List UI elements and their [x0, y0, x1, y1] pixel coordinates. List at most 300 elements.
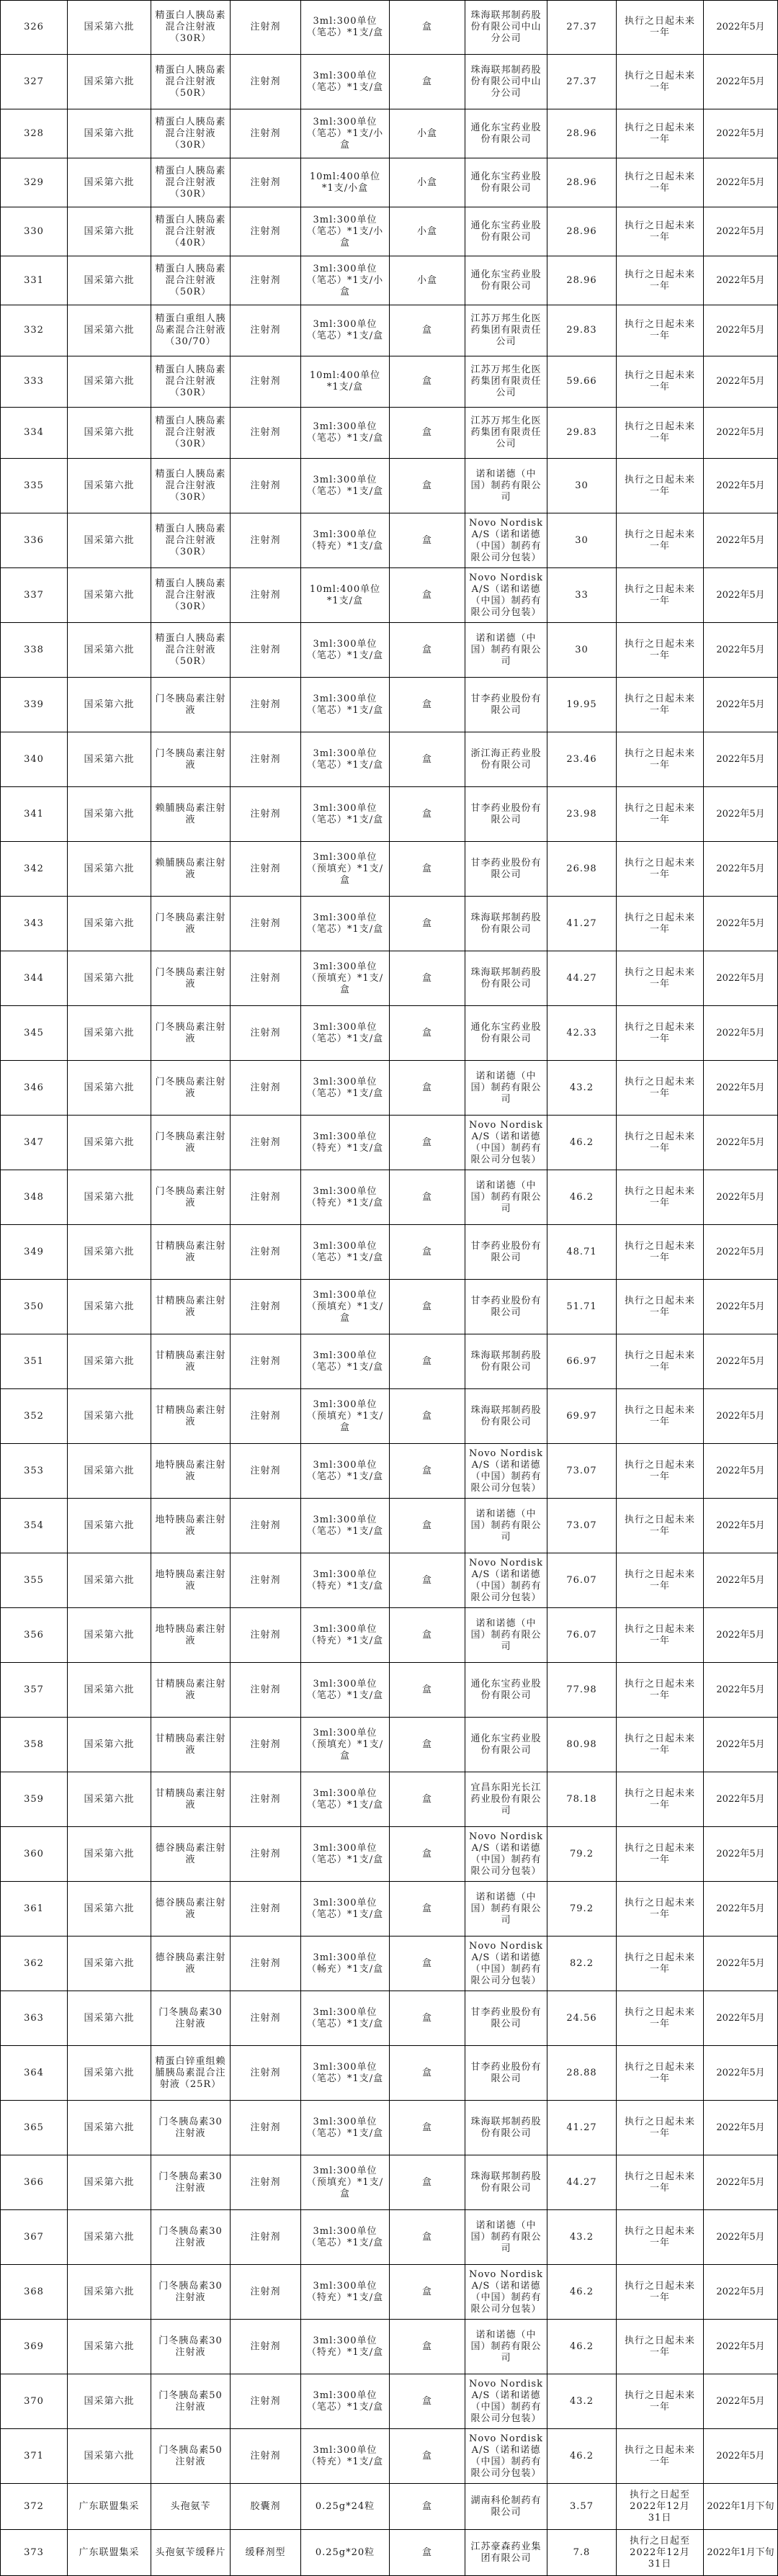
- cell-number: 346: [0, 1061, 68, 1116]
- cell-date: 2022年5月: [704, 1827, 778, 1882]
- cell-spec: 3ml:300单位（笔芯）*1支/小盒: [301, 207, 390, 256]
- table-row: [0, 1827, 778, 1882]
- cell-date: 2022年5月: [704, 158, 778, 207]
- cell-price: 46.2: [547, 2429, 617, 2484]
- cell-price: 30: [547, 623, 617, 678]
- cell-number: 345: [0, 1006, 68, 1061]
- cell-date: 2022年5月: [704, 732, 778, 787]
- cell-number: 351: [0, 1334, 68, 1389]
- table-row: [0, 678, 778, 732]
- cell-drug-name: 精蛋白人胰岛素混合注射液（50R）: [151, 55, 231, 109]
- cell-dosage-form: 注射剂: [231, 2429, 301, 2484]
- cell-batch: 国采第六批: [68, 1882, 151, 1937]
- cell-period: 执行之日起未来一年: [617, 1499, 704, 1553]
- cell-drug-name: 门冬胰岛素注射液: [151, 1061, 231, 1116]
- cell-dosage-form: 注射剂: [231, 1170, 301, 1225]
- cell-batch: 国采第六批: [68, 1499, 151, 1553]
- cell-price: 29.83: [547, 305, 617, 356]
- cell-batch: 国采第六批: [68, 1553, 151, 1608]
- cell-batch: 国采第六批: [68, 158, 151, 207]
- cell-date: 2022年5月: [704, 408, 778, 459]
- cell-drug-name: 甘精胰岛素注射液: [151, 1389, 231, 1444]
- cell-price: 28.96: [547, 158, 617, 207]
- cell-company: 甘李药业股份有限公司: [465, 1225, 547, 1280]
- cell-number: 373: [0, 2530, 68, 2576]
- cell-company: Novo Nordisk A/S（诺和诺德（中国）制药有限公司分包装）: [465, 1827, 547, 1882]
- cell-batch: 国采第六批: [68, 109, 151, 158]
- cell-spec: 0.25g*20粒: [301, 2530, 390, 2576]
- cell-date: 2022年5月: [704, 1116, 778, 1170]
- cell-drug-name: 甘精胰岛素注射液: [151, 1225, 231, 1280]
- table-row: [0, 1882, 778, 1937]
- cell-date: 2022年5月: [704, 1170, 778, 1225]
- cell-price: 80.98: [547, 1718, 617, 1772]
- cell-company: Novo Nordisk A/S（诺和诺德（中国）制药有限公司分包装）: [465, 2265, 547, 2320]
- cell-drug-name: 门冬胰岛素注射液: [151, 678, 231, 732]
- cell-number: 371: [0, 2429, 68, 2484]
- cell-period: 执行之日起未来一年: [617, 951, 704, 1006]
- cell-period: 执行之日起未来一年: [617, 1225, 704, 1280]
- cell-date: 2022年5月: [704, 1937, 778, 1991]
- cell-batch: 国采第六批: [68, 1389, 151, 1444]
- cell-period: 执行之日起未来一年: [617, 2429, 704, 2484]
- cell-batch: 国采第六批: [68, 1006, 151, 1061]
- cell-spec: 3ml:300单位（特充）*1支/盒: [301, 1170, 390, 1225]
- cell-batch: 国采第六批: [68, 408, 151, 459]
- table-row: [0, 951, 778, 1006]
- cell-number: 343: [0, 897, 68, 951]
- cell-period: 执行之日起未来一年: [617, 305, 704, 356]
- cell-company: 通化东宝药业股份有限公司: [465, 109, 547, 158]
- cell-dosage-form: 注射剂: [231, 1225, 301, 1280]
- cell-unit: 盒: [390, 2320, 465, 2374]
- cell-drug-name: 德谷胰岛素注射液: [151, 1937, 231, 1991]
- cell-batch: 国采第六批: [68, 732, 151, 787]
- cell-drug-name: 门冬胰岛素30注射液: [151, 2265, 231, 2320]
- cell-number: 363: [0, 1991, 68, 2046]
- cell-drug-name: 精蛋白人胰岛素混合注射液（30R）: [151, 408, 231, 459]
- cell-date: 2022年5月: [704, 2374, 778, 2429]
- cell-unit: 盒: [390, 1, 465, 55]
- cell-spec: 3ml:300单位（笔芯）*1支/盒: [301, 1772, 390, 1827]
- cell-dosage-form: 注射剂: [231, 408, 301, 459]
- cell-date: 2022年5月: [704, 787, 778, 842]
- cell-period: 执行之日起未来一年: [617, 256, 704, 305]
- cell-dosage-form: 注射剂: [231, 356, 301, 408]
- cell-price: 27.37: [547, 1, 617, 55]
- table-row: [0, 732, 778, 787]
- cell-date: 2022年5月: [704, 1006, 778, 1061]
- cell-unit: 小盒: [390, 207, 465, 256]
- cell-period: 执行之日起未来一年: [617, 1444, 704, 1499]
- cell-price: 28.96: [547, 207, 617, 256]
- cell-company: 诺和诺德（中国）制药有限公司: [465, 1608, 547, 1663]
- cell-batch: 国采第六批: [68, 1772, 151, 1827]
- cell-period: 执行之日起未来一年: [617, 1827, 704, 1882]
- cell-batch: 国采第六批: [68, 842, 151, 897]
- cell-price: 59.66: [547, 356, 617, 408]
- cell-drug-name: 精蛋白人胰岛素混合注射液（40R）: [151, 207, 231, 256]
- cell-price: 23.46: [547, 732, 617, 787]
- cell-number: 337: [0, 568, 68, 623]
- cell-dosage-form: 注射剂: [231, 897, 301, 951]
- table-row: [0, 305, 778, 356]
- table-row: [0, 787, 778, 842]
- cell-dosage-form: 注射剂: [231, 1280, 301, 1334]
- cell-price: 44.27: [547, 951, 617, 1006]
- cell-period: 执行之日起未来一年: [617, 1718, 704, 1772]
- cell-batch: 国采第六批: [68, 2374, 151, 2429]
- cell-company: 珠海联邦制药股份有限公司: [465, 2155, 547, 2210]
- cell-drug-name: 精蛋白人胰岛素混合注射液（50R）: [151, 256, 231, 305]
- cell-period: 执行之日起未来一年: [617, 158, 704, 207]
- cell-company: 诺和诺德（中国）制药有限公司: [465, 1170, 547, 1225]
- cell-batch: 广东联盟集采: [68, 2484, 151, 2530]
- cell-period: 执行之日起未来一年: [617, 109, 704, 158]
- cell-drug-name: 精蛋白人胰岛素混合注射液（30R）: [151, 513, 231, 568]
- cell-number: 338: [0, 623, 68, 678]
- cell-dosage-form: 注射剂: [231, 256, 301, 305]
- cell-price: 69.97: [547, 1389, 617, 1444]
- cell-price: 46.2: [547, 1116, 617, 1170]
- cell-period: 执行之日起未来一年: [617, 2155, 704, 2210]
- cell-batch: 国采第六批: [68, 1170, 151, 1225]
- cell-number: 352: [0, 1389, 68, 1444]
- cell-dosage-form: 注射剂: [231, 1882, 301, 1937]
- cell-date: 2022年5月: [704, 1553, 778, 1608]
- cell-price: 41.27: [547, 2101, 617, 2155]
- cell-company: 诺和诺德（中国）制药有限公司: [465, 2320, 547, 2374]
- cell-price: 19.95: [547, 678, 617, 732]
- cell-company: 珠海联邦制药股份有限公司中山分公司: [465, 55, 547, 109]
- cell-number: 328: [0, 109, 68, 158]
- table-row: [0, 1663, 778, 1718]
- cell-period: 执行之日起未来一年: [617, 207, 704, 256]
- cell-spec: 10ml:400单位*1支/小盒: [301, 158, 390, 207]
- cell-period: 执行之日起未来一年: [617, 1, 704, 55]
- cell-batch: 国采第六批: [68, 55, 151, 109]
- cell-date: 2022年5月: [704, 2046, 778, 2101]
- cell-period: 执行之日起未来一年: [617, 1006, 704, 1061]
- cell-batch: 国采第六批: [68, 1444, 151, 1499]
- cell-number: 364: [0, 2046, 68, 2101]
- cell-number: 335: [0, 459, 68, 513]
- cell-company: Novo Nordisk A/S（诺和诺德（中国）制药有限公司分包装）: [465, 1553, 547, 1608]
- cell-unit: 盒: [390, 1718, 465, 1772]
- cell-drug-name: 门冬胰岛素注射液: [151, 732, 231, 787]
- cell-period: 执行之日起未来一年: [617, 623, 704, 678]
- cell-period: 执行之日起未来一年: [617, 513, 704, 568]
- cell-price: 26.98: [547, 842, 617, 897]
- table-row: [0, 1061, 778, 1116]
- cell-drug-name: 门冬胰岛素30注射液: [151, 2320, 231, 2374]
- cell-drug-name: 甘精胰岛素注射液: [151, 1772, 231, 1827]
- cell-date: 2022年5月: [704, 1608, 778, 1663]
- cell-batch: 国采第六批: [68, 1280, 151, 1334]
- cell-spec: 3ml:300单位（笔芯）*1支/盒: [301, 1, 390, 55]
- cell-company: 诺和诺德（中国）制药有限公司: [465, 623, 547, 678]
- cell-date: 2022年5月: [704, 1389, 778, 1444]
- cell-date: 2022年5月: [704, 2429, 778, 2484]
- cell-unit: 盒: [390, 305, 465, 356]
- cell-date: 2022年5月: [704, 1718, 778, 1772]
- cell-drug-name: 头孢氨苄: [151, 2484, 231, 2530]
- cell-spec: 3ml:300单位（预填充）*1支/盒: [301, 1718, 390, 1772]
- cell-unit: 盒: [390, 459, 465, 513]
- cell-dosage-form: 注射剂: [231, 1444, 301, 1499]
- cell-batch: 国采第六批: [68, 1937, 151, 1991]
- cell-period: 执行之日起未来一年: [617, 678, 704, 732]
- cell-number: 370: [0, 2374, 68, 2429]
- cell-period: 执行之日起未来一年: [617, 787, 704, 842]
- cell-number: 349: [0, 1225, 68, 1280]
- cell-unit: 盒: [390, 55, 465, 109]
- table-row: [0, 1553, 778, 1608]
- cell-price: 3.57: [547, 2484, 617, 2530]
- cell-spec: 3ml:300单位（笔芯）*1支/小盒: [301, 109, 390, 158]
- cell-drug-name: 德谷胰岛素注射液: [151, 1882, 231, 1937]
- cell-spec: 3ml:300单位（笔芯）*1支/盒: [301, 1991, 390, 2046]
- cell-number: 350: [0, 1280, 68, 1334]
- cell-price: 42.33: [547, 1006, 617, 1061]
- cell-dosage-form: 注射剂: [231, 109, 301, 158]
- cell-price: 24.56: [547, 1991, 617, 2046]
- cell-period: 执行之日起未来一年: [617, 1280, 704, 1334]
- cell-batch: 广东联盟集采: [68, 2530, 151, 2576]
- cell-date: 2022年5月: [704, 623, 778, 678]
- cell-date: 2022年5月: [704, 1225, 778, 1280]
- cell-price: 73.07: [547, 1444, 617, 1499]
- cell-dosage-form: 注射剂: [231, 207, 301, 256]
- cell-price: 23.98: [547, 787, 617, 842]
- cell-dosage-form: 注射剂: [231, 513, 301, 568]
- cell-price: 46.2: [547, 2320, 617, 2374]
- cell-unit: 盒: [390, 2210, 465, 2265]
- table-row: [0, 1937, 778, 1991]
- cell-period: 执行之日起至2022年12月31日: [617, 2530, 704, 2576]
- cell-dosage-form: 注射剂: [231, 951, 301, 1006]
- cell-company: 珠海联邦制药股份有限公司: [465, 1334, 547, 1389]
- cell-date: 2022年1月下旬: [704, 2484, 778, 2530]
- cell-spec: 3ml:300单位（笔芯）*1支/盒: [301, 2046, 390, 2101]
- cell-dosage-form: 注射剂: [231, 1006, 301, 1061]
- cell-drug-name: 精蛋白人胰岛素混合注射液（30R）: [151, 459, 231, 513]
- cell-period: 执行之日起未来一年: [617, 2101, 704, 2155]
- table-row: [0, 109, 778, 158]
- cell-price: 43.2: [547, 2374, 617, 2429]
- table-row: [0, 207, 778, 256]
- cell-unit: 盒: [390, 842, 465, 897]
- cell-spec: 3ml:300单位（笔芯）*1支/盒: [301, 1444, 390, 1499]
- cell-unit: 盒: [390, 1061, 465, 1116]
- cell-price: 28.96: [547, 109, 617, 158]
- cell-spec: 3ml:300单位（预填充）*1支/盒: [301, 2155, 390, 2210]
- cell-dosage-form: 注射剂: [231, 55, 301, 109]
- table-row: [0, 623, 778, 678]
- cell-period: 执行之日起未来一年: [617, 1553, 704, 1608]
- cell-batch: 国采第六批: [68, 787, 151, 842]
- cell-batch: 国采第六批: [68, 2429, 151, 2484]
- table-row: [0, 2046, 778, 2101]
- cell-period: 执行之日起未来一年: [617, 408, 704, 459]
- cell-date: 2022年5月: [704, 2320, 778, 2374]
- cell-drug-name: 门冬胰岛素50注射液: [151, 2374, 231, 2429]
- cell-number: 348: [0, 1170, 68, 1225]
- cell-period: 执行之日起未来一年: [617, 1116, 704, 1170]
- cell-date: 2022年5月: [704, 568, 778, 623]
- cell-spec: 3ml:300单位（笔芯）*1支/小盒: [301, 256, 390, 305]
- cell-dosage-form: 胶囊剂: [231, 2484, 301, 2530]
- cell-batch: 国采第六批: [68, 1061, 151, 1116]
- cell-dosage-form: 注射剂: [231, 1334, 301, 1389]
- cell-batch: 国采第六批: [68, 1827, 151, 1882]
- cell-spec: 3ml:300单位（特充）*1支/盒: [301, 1608, 390, 1663]
- cell-date: 2022年5月: [704, 1, 778, 55]
- cell-date: 2022年5月: [704, 1663, 778, 1718]
- cell-period: 执行之日起未来一年: [617, 1389, 704, 1444]
- table-row: [0, 1280, 778, 1334]
- cell-price: 48.71: [547, 1225, 617, 1280]
- cell-spec: 0.25g*24粒: [301, 2484, 390, 2530]
- cell-drug-name: 地特胰岛素注射液: [151, 1499, 231, 1553]
- cell-company: 甘李药业股份有限公司: [465, 787, 547, 842]
- cell-batch: 国采第六批: [68, 256, 151, 305]
- cell-spec: 3ml:300单位（笔芯）*1支/盒: [301, 1882, 390, 1937]
- cell-dosage-form: 注射剂: [231, 1553, 301, 1608]
- cell-spec: 10ml:400单位*1支/盒: [301, 356, 390, 408]
- cell-batch: 国采第六批: [68, 513, 151, 568]
- cell-period: 执行之日起未来一年: [617, 1663, 704, 1718]
- table-row: [0, 513, 778, 568]
- cell-company: 诺和诺德（中国）制药有限公司: [465, 459, 547, 513]
- cell-spec: 3ml:300单位（笔芯）*1支/盒: [301, 408, 390, 459]
- cell-spec: 3ml:300单位（预填充）*1支/盒: [301, 951, 390, 1006]
- cell-dosage-form: 注射剂: [231, 1499, 301, 1553]
- cell-company: Novo Nordisk A/S（诺和诺德（中国）制药有限公司分包装）: [465, 513, 547, 568]
- cell-price: 27.37: [547, 55, 617, 109]
- cell-dosage-form: 注射剂: [231, 1663, 301, 1718]
- cell-company: 通化东宝药业股份有限公司: [465, 256, 547, 305]
- table-row: [0, 0, 778, 55]
- cell-price: 79.2: [547, 1827, 617, 1882]
- cell-number: 334: [0, 408, 68, 459]
- cell-drug-name: 甘精胰岛素注射液: [151, 1334, 231, 1389]
- cell-price: 41.27: [547, 897, 617, 951]
- cell-date: 2022年5月: [704, 55, 778, 109]
- cell-period: 执行之日起未来一年: [617, 1170, 704, 1225]
- cell-spec: 3ml:300单位（特充）*1支/盒: [301, 513, 390, 568]
- cell-unit: 盒: [390, 1225, 465, 1280]
- cell-date: 2022年5月: [704, 109, 778, 158]
- cell-number: 372: [0, 2484, 68, 2530]
- cell-unit: 盒: [390, 2429, 465, 2484]
- cell-unit: 盒: [390, 1389, 465, 1444]
- cell-company: 通化东宝药业股份有限公司: [465, 1718, 547, 1772]
- cell-drug-name: 甘精胰岛素注射液: [151, 1663, 231, 1718]
- cell-unit: 盒: [390, 2265, 465, 2320]
- cell-dosage-form: 注射剂: [231, 1116, 301, 1170]
- cell-dosage-form: 注射剂: [231, 1608, 301, 1663]
- cell-company: Novo Nordisk A/S（诺和诺德（中国）制药有限公司分包装）: [465, 568, 547, 623]
- cell-company: 甘李药业股份有限公司: [465, 842, 547, 897]
- cell-date: 2022年5月: [704, 459, 778, 513]
- table-row: [0, 1718, 778, 1772]
- cell-drug-name: 德谷胰岛素注射液: [151, 1827, 231, 1882]
- cell-batch: 国采第六批: [68, 2320, 151, 2374]
- cell-price: 7.8: [547, 2530, 617, 2576]
- cell-drug-name: 门冬胰岛素注射液: [151, 897, 231, 951]
- cell-drug-name: 赖脯胰岛素注射液: [151, 842, 231, 897]
- cell-number: 333: [0, 356, 68, 408]
- cell-unit: 盒: [390, 1499, 465, 1553]
- cell-period: 执行之日起未来一年: [617, 459, 704, 513]
- table-row: [0, 1608, 778, 1663]
- cell-spec: 3ml:300单位（预填充）*1支/盒: [301, 1389, 390, 1444]
- table-row: [0, 1116, 778, 1170]
- cell-drug-name: 门冬胰岛素注射液: [151, 1116, 231, 1170]
- cell-batch: 国采第六批: [68, 2046, 151, 2101]
- cell-batch: 国采第六批: [68, 1116, 151, 1170]
- cell-spec: 3ml:300单位（笔芯）*1支/盒: [301, 1663, 390, 1718]
- table-row: [0, 1772, 778, 1827]
- cell-unit: 盒: [390, 1553, 465, 1608]
- cell-date: 2022年5月: [704, 678, 778, 732]
- cell-spec: 3ml:300单位（笔芯）*1支/盒: [301, 897, 390, 951]
- cell-unit: 盒: [390, 1334, 465, 1389]
- cell-dosage-form: 注射剂: [231, 568, 301, 623]
- cell-unit: 小盒: [390, 158, 465, 207]
- cell-number: 336: [0, 513, 68, 568]
- cell-dosage-form: 注射剂: [231, 158, 301, 207]
- cell-date: 2022年5月: [704, 1772, 778, 1827]
- cell-spec: 3ml:300单位（特充）*1支/盒: [301, 1553, 390, 1608]
- cell-company: 珠海联邦制药股份有限公司: [465, 897, 547, 951]
- cell-unit: 盒: [390, 897, 465, 951]
- cell-period: 执行之日起至2022年12月31日: [617, 2484, 704, 2530]
- cell-price: 33: [547, 568, 617, 623]
- cell-spec: 3ml:300单位（笔芯）*1支/盒: [301, 678, 390, 732]
- cell-dosage-form: 注射剂: [231, 787, 301, 842]
- cell-drug-name: 甘精胰岛素注射液: [151, 1280, 231, 1334]
- cell-batch: 国采第六批: [68, 951, 151, 1006]
- cell-dosage-form: 注射剂: [231, 2046, 301, 2101]
- cell-period: 执行之日起未来一年: [617, 1772, 704, 1827]
- table-row: [0, 842, 778, 897]
- cell-company: 通化东宝药业股份有限公司: [465, 158, 547, 207]
- cell-company: Novo Nordisk A/S（诺和诺德（中国）制药有限公司分包装）: [465, 2429, 547, 2484]
- cell-price: 46.2: [547, 2265, 617, 2320]
- cell-dosage-form: 注射剂: [231, 1718, 301, 1772]
- cell-drug-name: 头孢氨苄缓释片: [151, 2530, 231, 2576]
- cell-period: 执行之日起未来一年: [617, 356, 704, 408]
- table-row: [0, 1389, 778, 1444]
- table-row: [0, 158, 778, 207]
- cell-spec: 3ml:300单位（笔芯）*1支/盒: [301, 1006, 390, 1061]
- cell-price: 30: [547, 513, 617, 568]
- cell-spec: 3ml:300单位（笔芯）*1支/盒: [301, 2210, 390, 2265]
- cell-dosage-form: 注射剂: [231, 623, 301, 678]
- cell-dosage-form: 注射剂: [231, 2320, 301, 2374]
- cell-date: 2022年5月: [704, 2265, 778, 2320]
- cell-unit: 盒: [390, 2484, 465, 2530]
- cell-number: 347: [0, 1116, 68, 1170]
- cell-drug-name: 地特胰岛素注射液: [151, 1608, 231, 1663]
- cell-number: 329: [0, 158, 68, 207]
- cell-batch: 国采第六批: [68, 1608, 151, 1663]
- cell-dosage-form: 缓释剂型: [231, 2530, 301, 2576]
- cell-batch: 国采第六批: [68, 2265, 151, 2320]
- cell-number: 367: [0, 2210, 68, 2265]
